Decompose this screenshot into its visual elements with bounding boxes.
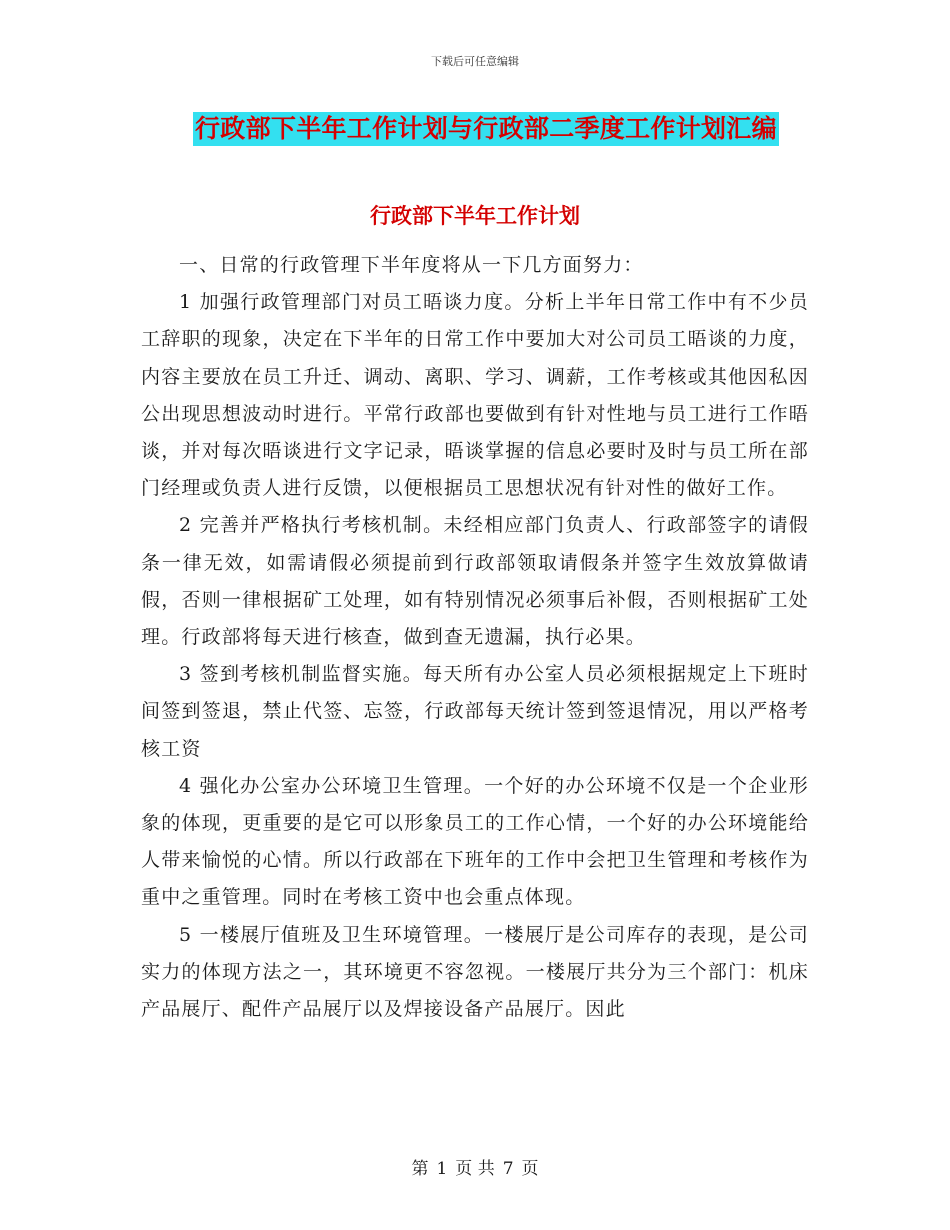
body-text: [141, 247, 809, 1028]
document-title: 行政部下半年工作计划与行政部二季度工作计划汇编: [193, 112, 779, 146]
footer-page-number: 1: [436, 1159, 448, 1179]
footer-total-pages: 7: [502, 1159, 514, 1179]
footer-prefix: 第: [411, 1159, 429, 1179]
paragraph-item-4: 4 强化办公室办公环境卫生管理。一个好的办公环境不仅是一个企业形象的体现，更重要的是它可以形象员工的工作心情，一个好的办公环境能给人带来愉悦的心情。所以行政部在下班年的工作中会把卫生管理和考核作为重中之重管理。同时在考核工资中也会重点体现。: [141, 774, 809, 909]
paragraph-item-1: 1 加强行政管理部门对员工晤谈力度。分析上半年日常工作中有不少员工辞职的现象，决定在下半年的日常工作中要加大对公司员工晤谈的力度，内容主要放在员工升迁、调动、离职、学习、调薪，工作考核或其他因私因公出现思想波动时进行。平常行政部也要做到有针对性地与员工进行工作晤谈，并对每次晤谈进行文字记录，晤谈掌握的信息必要时及时与员工所在部门经理或负责人进行反馈，以便根据员工思想状况有针对性的做好工作。: [141, 291, 809, 500]
footer-suffix: 页: [521, 1159, 539, 1179]
footer-middle: 页 共: [455, 1159, 495, 1179]
page-footer: [0, 1154, 950, 1179]
paragraph-intro: 一、日常的行政管理下半年度将从一下几方面努力：: [179, 254, 644, 276]
header-note: 下载后可任意编辑: [431, 55, 519, 68]
section-title: 行政部下半年工作计划: [370, 203, 580, 228]
paragraph-item-2: 2 完善并严格执行考核机制。未经相应部门负责人、行政部签字的请假条一律无效，如需请假必须提前到行政部领取请假条并签字生效放算做请假，否则一律根据矿工处理，如有特别情况必须事后补假，否则根据矿工处理。行政部将每天进行核查，做到查无遗漏，执行必果。: [141, 514, 809, 649]
paragraph-item-5: 5 一楼展厅值班及卫生环境管理。一楼展厅是公司库存的表现，是公司实力的体现方法之一，其环境更不容忽视。一楼展厅共分为三个部门：机床产品展厅、配件产品展厅以及焊接设备产品展厅。因此: [141, 923, 809, 1021]
paragraph-item-3: 3 签到考核机制监督实施。每天所有办公室人员必须根据规定上下班时间签到签退，禁止代签、忘签，行政部每天统计签到签退情况，用以严格考核工资: [141, 663, 809, 760]
